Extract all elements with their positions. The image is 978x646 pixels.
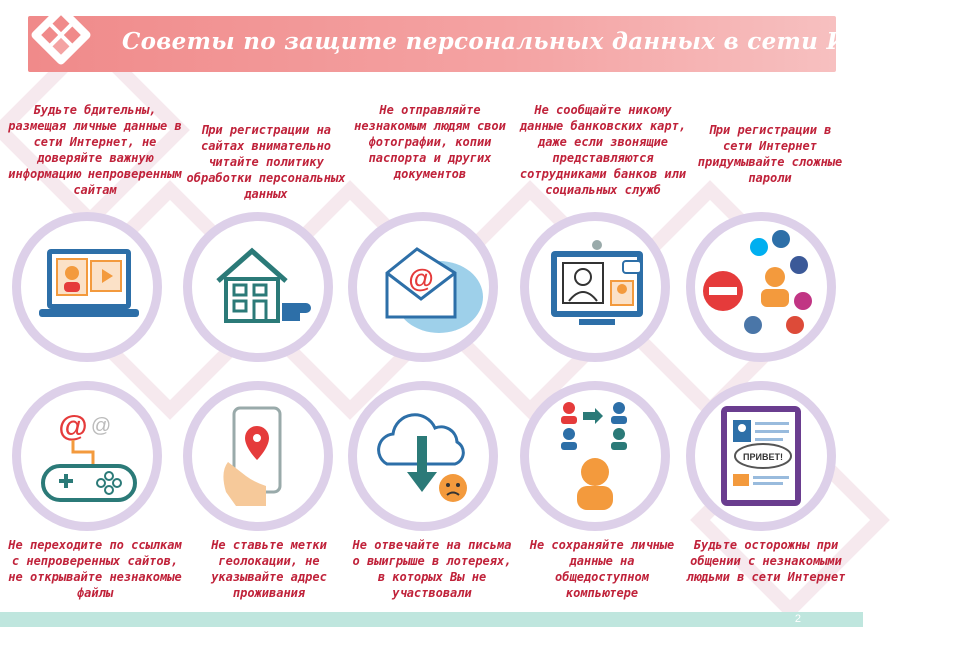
page-number: 2	[794, 613, 801, 625]
phone-geolocation-icon	[192, 390, 324, 522]
tip-text-8: Не отвечайте на письма о выигрыше в лотереях, в которых Вы не участвовали	[352, 538, 512, 600]
laptop-profile-icon	[21, 221, 153, 353]
tip-circle-5	[686, 212, 836, 362]
page-title: Советы по защите персональных данных в сети Интернет	[122, 28, 978, 55]
tablet-chat-icon	[695, 390, 827, 522]
people-sharing-data-icon	[529, 390, 661, 522]
instagram-icon	[794, 292, 812, 310]
tip-circle-3	[348, 212, 498, 362]
twitter-icon	[772, 230, 790, 248]
tip-text-7: Не ставьте метки геолокации, не указывайте адрес проживания	[211, 538, 327, 600]
tip-text-2: При регистрации на сайтах внимательно читайте политику обработки персональных данных	[186, 123, 346, 201]
tip-circle-6	[12, 381, 162, 531]
skype-icon	[750, 238, 768, 256]
tip-text-4: Не сообщайте никому данные банковских карт, даже если звонящие представляются сотрудниками банков или социальных служб	[519, 103, 687, 197]
social-networks-stop-icon	[695, 221, 827, 353]
tip-text-10: Будьте осторожны при общении с незнакомыми людьми в сети Интернет	[686, 538, 846, 584]
tip-text-9: Не сохраняйте личные данные на общедоступном компьютере	[529, 538, 675, 600]
chat-bubble-text: ПРИВЕТ!	[743, 452, 783, 462]
gamepad-at-icon	[21, 390, 153, 522]
tip-circle-7	[183, 381, 333, 531]
tip-circle-2	[183, 212, 333, 362]
email-at-envelope-icon	[357, 221, 489, 353]
vk-icon	[744, 316, 762, 334]
tip-text-1: Будьте бдительны, размещая личные данные в сети Интернет, не доверяйте важную информацию непроверенным сайтам	[8, 103, 182, 197]
tip-circle-10	[686, 381, 836, 531]
svg-text:@: @	[58, 410, 88, 443]
tip-circle-9	[520, 381, 670, 531]
tip-text-3: Не отправляйте незнакомым людям свои фотографии, копии паспорта и других документов	[354, 103, 506, 181]
video-call-monitor-icon	[529, 221, 661, 353]
cloud-download-icon	[357, 390, 489, 522]
footer-bar	[0, 612, 863, 627]
tip-text-6: Не переходите по ссылкам с непроверенных сайтов, не открывайте незнакомые файлы	[8, 538, 182, 600]
svg-text:@: @	[90, 415, 112, 437]
shield-logo-icon	[32, 6, 90, 64]
facebook-icon	[790, 256, 808, 274]
tip-text-5: При регистрации в сети Интернет придумывайте сложные пароли	[697, 123, 843, 185]
tip-circle-4	[520, 212, 670, 362]
tip-circle-1	[12, 212, 162, 362]
house-pointing-hand-icon	[192, 221, 324, 353]
tip-circle-8	[348, 381, 498, 531]
google-plus-icon	[786, 316, 804, 334]
svg-text:@: @	[408, 263, 434, 293]
